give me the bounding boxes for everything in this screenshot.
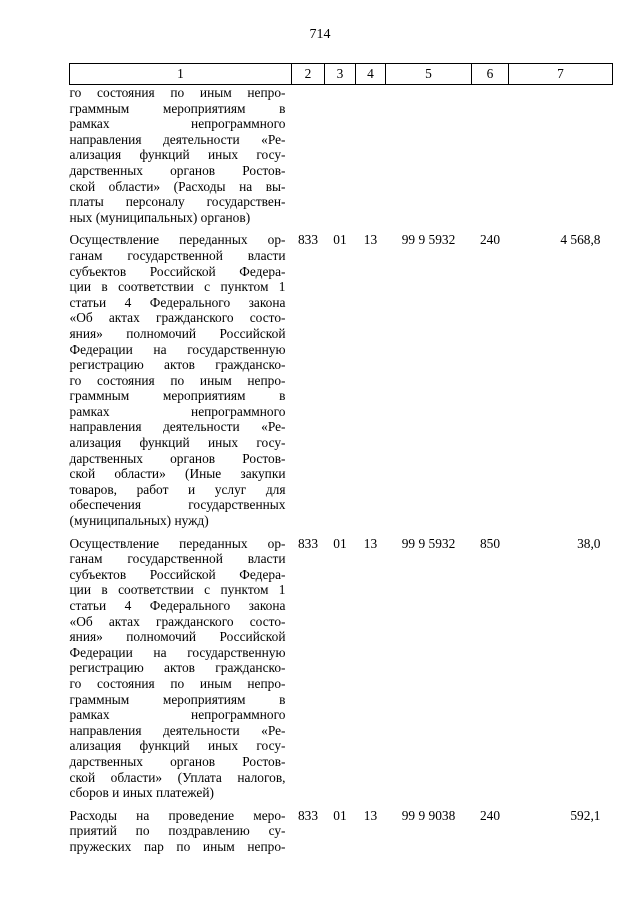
desc-line: (муниципальных) нужд) xyxy=(69,513,209,529)
desc-line: ализация функций иных госу- xyxy=(69,147,286,163)
desc-line: Расходы на проведение меро- xyxy=(69,807,286,823)
desc-line: Федерации на государственную xyxy=(69,644,286,660)
desc-line: ской области» (Расходы на вы- xyxy=(69,178,286,194)
row-description xyxy=(70,536,292,808)
desc-line: ской области» (Уплата налогов, xyxy=(69,769,286,785)
cell-target-article: 99 9 5932 xyxy=(401,535,456,551)
desc-line: субъектов Российской Федера- xyxy=(69,263,286,279)
desc-line: ных (муниципальных) органов) xyxy=(69,209,251,225)
desc-line: «Об актах гражданского состо- xyxy=(69,613,286,629)
desc-line: направления деятельности «Ре- xyxy=(69,722,286,738)
cell-expense-type: 240 xyxy=(479,807,501,823)
desc-line: обеспечения государственных xyxy=(69,497,286,513)
cell-subsection xyxy=(356,85,386,233)
header-col-7: 7 xyxy=(509,64,613,85)
desc-line: граммным мероприятиям в xyxy=(69,691,286,707)
desc-line: яния» полномочий Российской xyxy=(69,325,286,341)
cell-expense-type: 850 xyxy=(479,535,501,551)
row-description xyxy=(70,232,292,535)
desc-line: го состояния по иным непро- xyxy=(69,85,286,100)
cell-amount xyxy=(509,85,613,233)
desc-line: рамках непрограммного xyxy=(69,707,286,723)
budget-table xyxy=(69,63,613,862)
desc-line: го состояния по иным непро- xyxy=(69,675,286,691)
cell-ministry: 833 xyxy=(297,232,319,248)
desc-line: яния» полномочий Российской xyxy=(69,629,286,645)
cell-ministry: 833 xyxy=(297,807,319,823)
desc-line: статьи 4 Федерального закона xyxy=(69,294,286,310)
cell-target-article xyxy=(386,85,472,233)
cell-expense-type xyxy=(472,85,509,233)
header-col-4: 4 xyxy=(356,64,386,85)
table-header-row xyxy=(70,64,613,85)
table-row xyxy=(70,808,613,862)
cell-ministry: 833 xyxy=(297,535,319,551)
desc-line: ализация функций иных госу- xyxy=(69,738,286,754)
header-col-2: 2 xyxy=(292,64,325,85)
cell-subsection: 13 xyxy=(363,807,378,823)
desc-line: граммным мероприятиям в xyxy=(69,100,286,116)
cell-section: 01 xyxy=(333,232,347,248)
row-description xyxy=(70,808,292,862)
desc-line: ализация функций иных госу- xyxy=(69,435,286,451)
header-col-3: 3 xyxy=(325,64,356,85)
cell-section: 01 xyxy=(333,807,347,823)
table-row xyxy=(70,85,613,233)
desc-line: ганам государственной власти xyxy=(69,551,286,567)
desc-line: ской области» (Иные закупки xyxy=(69,466,286,482)
desc-line: статьи 4 Федерального закона xyxy=(69,598,286,613)
desc-line: дарственных органов Ростов- xyxy=(69,162,286,178)
desc-line: товаров, работ и услуг для xyxy=(69,481,286,497)
desc-line: Осуществление переданных ор- xyxy=(69,232,286,248)
cell-subsection: 13 xyxy=(363,232,378,248)
cell-amount: 4 568,8 xyxy=(560,232,601,248)
row-description xyxy=(70,85,292,233)
desc-line: дарственных органов Ростов- xyxy=(69,450,286,466)
desc-line: направления деятельности «Ре- xyxy=(69,419,286,435)
cell-amount: 592,1 xyxy=(570,807,601,823)
table-row xyxy=(70,232,613,535)
desc-line: платы персоналу государствен- xyxy=(69,194,286,210)
desc-line: ции в соответствии с пунктом 1 xyxy=(69,582,286,598)
cell-subsection: 13 xyxy=(363,535,378,551)
desc-line: пружеских пар по иным непро- xyxy=(69,838,286,854)
desc-line: Осуществление переданных ор- xyxy=(69,535,286,551)
desc-line: рамках непрограммного xyxy=(69,403,286,419)
cell-expense-type: 240 xyxy=(479,232,501,248)
cell-section xyxy=(325,85,356,233)
desc-line: ции в соответствии с пунктом 1 xyxy=(69,279,286,295)
header-col-5: 5 xyxy=(386,64,472,85)
header-col-6: 6 xyxy=(472,64,509,85)
desc-line: регистрацию актов гражданско- xyxy=(69,357,286,373)
cell-section: 01 xyxy=(333,535,347,551)
cell-amount: 38,0 xyxy=(577,535,601,551)
desc-line: ганам государственной власти xyxy=(69,247,286,263)
page-number: 714 xyxy=(309,27,331,42)
desc-line: приятий по поздравлению су- xyxy=(69,823,286,839)
desc-line: субъектов Российской Федера- xyxy=(69,566,286,582)
desc-line: регистрацию актов гражданско- xyxy=(69,660,286,676)
desc-line: «Об актах гражданского состо- xyxy=(69,310,286,326)
cell-ministry xyxy=(292,85,325,233)
table-row xyxy=(70,536,613,808)
desc-line: го состояния по иным непро- xyxy=(69,372,286,388)
desc-line: граммным мероприятиям в xyxy=(69,388,286,404)
header-col-1: 1 xyxy=(70,64,292,85)
desc-line: Федерации на государственную xyxy=(69,341,286,357)
desc-line: рамках непрограммного xyxy=(69,116,286,132)
desc-line: направления деятельности «Ре- xyxy=(69,131,286,147)
cell-target-article: 99 9 5932 xyxy=(401,232,456,248)
cell-target-article: 99 9 9038 xyxy=(401,807,456,823)
desc-line: дарственных органов Ростов- xyxy=(69,753,286,769)
desc-line: сборов и иных платежей) xyxy=(69,785,214,801)
